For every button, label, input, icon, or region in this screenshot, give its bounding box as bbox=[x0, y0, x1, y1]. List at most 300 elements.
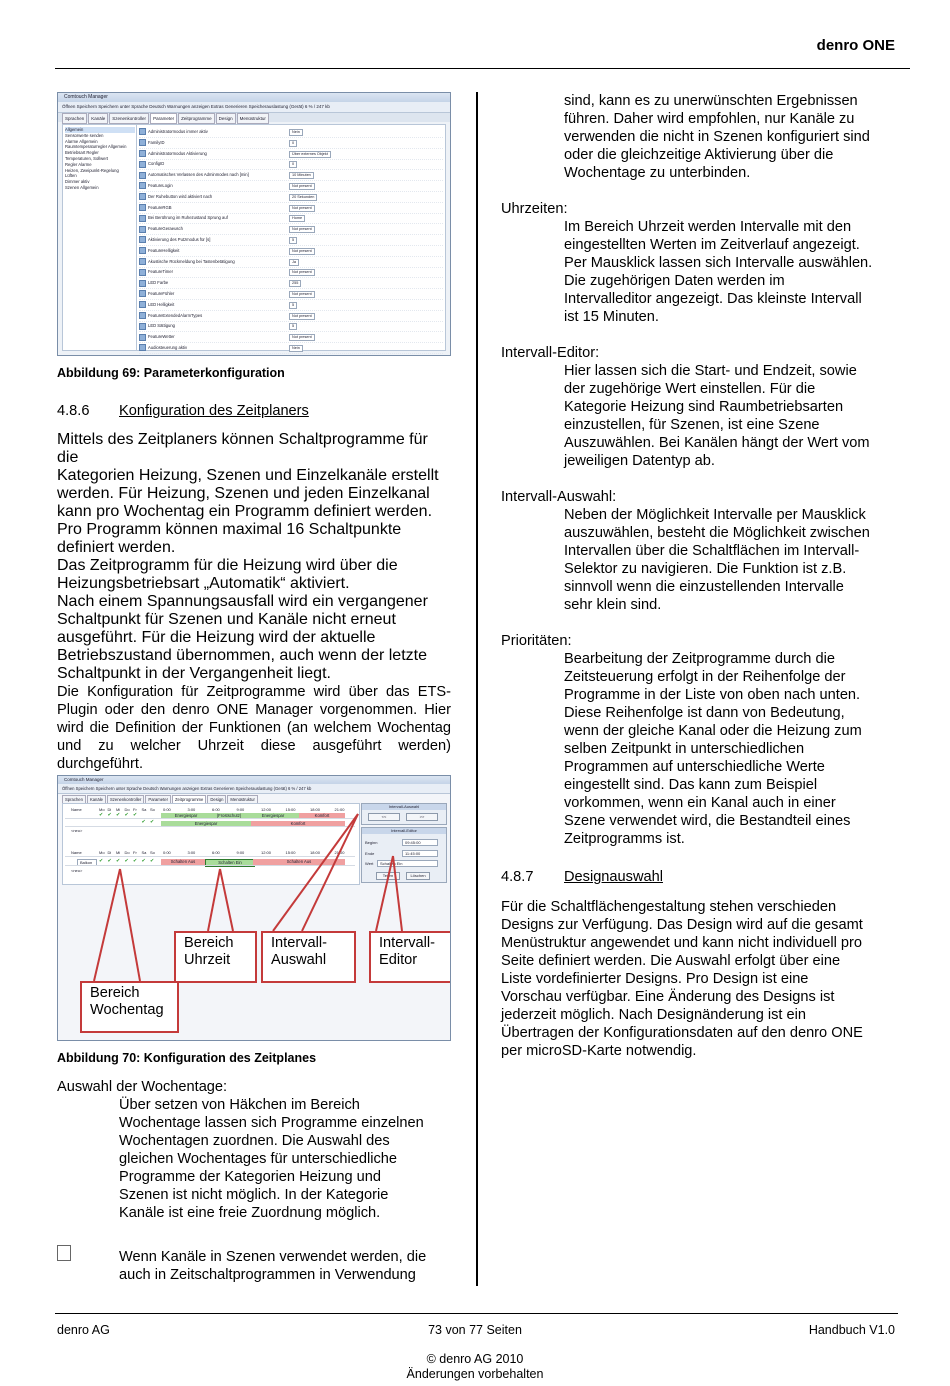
parameter-icon bbox=[139, 269, 146, 276]
parameter-icon bbox=[139, 247, 146, 254]
hour-header: 18:00 bbox=[310, 807, 321, 812]
tree-item[interactable]: Heizen, Zweipunkt-Regelung bbox=[65, 167, 119, 173]
weekday-checkmark: ✔ bbox=[107, 812, 112, 818]
parameter-value[interactable]: Not present bbox=[289, 205, 315, 212]
tree-item[interactable]: Dimmer aktiv bbox=[65, 179, 90, 185]
weekday-checkmark: ✔ bbox=[150, 819, 155, 825]
parameter-row bbox=[139, 278, 443, 289]
tree-item[interactable]: Betriebsart Regler bbox=[65, 150, 99, 156]
parameter-value[interactable]: Not present bbox=[289, 269, 315, 276]
parameter-value[interactable]: 0 bbox=[289, 161, 297, 168]
parameter-row bbox=[139, 138, 443, 149]
paragraph-line: Liste vordefinierter Designs. Pro Design ist eine bbox=[501, 971, 809, 987]
parameter-value[interactable]: 5 bbox=[289, 323, 297, 330]
arrow-select-b bbox=[302, 814, 358, 931]
footer-copyright: © denro AG 2010 bbox=[426, 1352, 524, 1366]
end-label: Ende bbox=[365, 851, 375, 856]
paragraph-line: Per Mausklick lassen sich Intervalle auswählen. bbox=[564, 255, 873, 271]
previous-interval-button[interactable]: << bbox=[368, 813, 400, 821]
parameter-icon bbox=[139, 172, 146, 179]
hour-header: 18:00 bbox=[310, 850, 321, 855]
paragraph-line: oder die gleichzeitige Aktivierung über die bbox=[564, 147, 834, 163]
paragraph-line: jeweiligen Datentyp ab. bbox=[564, 453, 715, 469]
parameter-row bbox=[139, 149, 443, 160]
weekday-checkmark: ✔ bbox=[141, 819, 146, 825]
parameter-value[interactable]: 0 bbox=[289, 140, 297, 147]
document-header-title: denro ONE bbox=[816, 37, 895, 54]
day-header: Sa bbox=[141, 807, 147, 812]
weekday-checkmark: ✔ bbox=[99, 858, 104, 864]
interval-selection-description bbox=[564, 506, 901, 614]
paragraph-line: kann pro Wochentag ein Programm definiert werden. bbox=[57, 503, 433, 520]
section-title: Konfiguration des Zeitplaners bbox=[119, 403, 309, 419]
tab-zeitprogramme[interactable]: Zeitprogramme bbox=[172, 795, 206, 805]
begin-label: Beginn bbox=[365, 840, 378, 845]
parameter-name: Der Ruhebutton wird aktiviert nach bbox=[148, 193, 213, 199]
parameter-row bbox=[139, 246, 443, 257]
paragraph-line: Hier lassen sich die Start- und Endzeit, sowie bbox=[564, 363, 857, 379]
parameter-icon bbox=[139, 344, 146, 351]
weekday-checkmark: ✔ bbox=[150, 858, 155, 864]
window-titlebar: Comtouch Manager bbox=[58, 776, 451, 784]
split-interval-button[interactable]: Teilen bbox=[376, 872, 400, 880]
parameter-row bbox=[139, 181, 443, 192]
weekday-selection-block bbox=[57, 1078, 451, 1222]
footer-manual-version: Handbuch V1.0 bbox=[808, 1323, 895, 1337]
hour-header: 12:00 bbox=[261, 850, 272, 855]
paragraph-line: Die zugehörigen Daten werden im bbox=[564, 273, 785, 289]
tree-item[interactable]: Temperaturen, Sollwert bbox=[65, 155, 109, 161]
parameter-value[interactable]: Not present bbox=[289, 226, 315, 233]
section-486-body bbox=[57, 431, 451, 773]
parameter-value[interactable]: Not present bbox=[289, 248, 315, 255]
tab-kanäle[interactable]: Kanäle bbox=[87, 795, 106, 805]
paragraph-line: per microSD-Karte notwendig. bbox=[501, 1043, 697, 1059]
paragraph-line: Menüstruktur angewendet und kann nicht individuell pro bbox=[501, 935, 863, 951]
parameter-value[interactable]: Not present bbox=[289, 291, 315, 298]
paragraph-line: Wochentagen zuordnen. Die Auswahl des bbox=[119, 1133, 390, 1149]
tab-menüstruktur[interactable]: Menüstruktur bbox=[227, 795, 257, 805]
paragraph-line: Schaltpunkt für Szenen und Kanäle nicht erneut bbox=[57, 611, 396, 628]
paragraph-line: selben Zeitpunkt in unterschiedlichen bbox=[564, 741, 805, 757]
window-toolbar: Öffnen Speichern Speichern unter Sprache Deutsch Warnungen anzeigen Extras Generieren Speicherauslastung (Gerät) 6 % / 247 kb bbox=[58, 102, 450, 113]
paragraph-line: definiert werden. bbox=[57, 539, 176, 556]
footer-note: Änderungen vorbehalten bbox=[406, 1367, 544, 1381]
weekday-checkmark: ✔ bbox=[133, 858, 138, 864]
hour-header: 21:00 bbox=[334, 807, 345, 812]
parameter-row bbox=[139, 289, 443, 300]
interval-selection-term: Intervall-Auswahl: bbox=[501, 489, 617, 505]
paragraph-line: Im Bereich Uhrzeit werden Intervalle mit den bbox=[564, 219, 852, 235]
parameter-row bbox=[139, 159, 443, 170]
parameter-name: Bei Berührung im Ruhezustand Sprung auf bbox=[148, 215, 228, 221]
hour-header: 3:00 bbox=[187, 850, 196, 855]
parameter-value[interactable]: Not present bbox=[289, 313, 315, 320]
paragraph-line: Nach einem Spannungsausfall wird ein vergangener bbox=[57, 593, 428, 610]
day-header: Mo bbox=[99, 850, 105, 855]
interval-bar-frostschutz: (Frostschutz) bbox=[211, 813, 247, 819]
uhrzeiten-description bbox=[564, 218, 901, 326]
parameter-icon bbox=[139, 258, 146, 265]
footer-rule bbox=[55, 1313, 898, 1314]
header-rule bbox=[55, 68, 910, 69]
parameter-icon bbox=[139, 280, 146, 287]
hour-header: 9:00 bbox=[236, 850, 245, 855]
paragraph-line: Intervallen über die Schaltflächen im Intervall- bbox=[564, 543, 860, 559]
parameter-icon bbox=[139, 290, 146, 297]
parameter-value[interactable]: Home bbox=[289, 215, 305, 222]
priorities-description bbox=[564, 650, 901, 848]
delete-interval-button[interactable]: Löschen bbox=[406, 872, 430, 880]
paragraph-line: Wenn Kanäle in Szenen verwendet werden, die bbox=[119, 1249, 427, 1265]
parameter-icon bbox=[139, 193, 146, 200]
hour-header: 3:00 bbox=[187, 807, 196, 812]
arrow-editor-b bbox=[393, 856, 402, 931]
section-number: 4.8.6 bbox=[57, 403, 90, 419]
parameter-name: ConfigID bbox=[148, 161, 165, 167]
note-checkbox-icon bbox=[57, 1245, 71, 1261]
hour-header: 0:00 bbox=[163, 807, 171, 812]
interval-selection-title: Intervall-Auswahl bbox=[362, 804, 446, 810]
arrow-time-a bbox=[208, 869, 220, 931]
arrow-weekday-a bbox=[94, 869, 120, 981]
tree-item[interactable]: Lüften bbox=[65, 173, 77, 179]
paragraph-line: Selektor zu navigieren. Die Funktion ist z.B. bbox=[564, 561, 847, 577]
figure-70-caption: Abbildung 70: Konfiguration des Zeitplanes bbox=[57, 1051, 317, 1065]
interval-editor-title: Intervall-Editor bbox=[362, 828, 446, 834]
interval-bar-energiespar-3: Energiespar bbox=[161, 821, 251, 827]
paragraph-line: auszuwählen, besteht die Möglichkeit zwischen bbox=[564, 525, 870, 541]
program-name-field[interactable]: Balkon bbox=[77, 859, 97, 866]
note-text bbox=[119, 1248, 459, 1284]
value-label: Wert bbox=[365, 861, 374, 866]
parameter-value[interactable]: 5 bbox=[289, 237, 297, 244]
day-header: Do bbox=[124, 850, 130, 855]
parameter-name: LED Sättigung bbox=[148, 323, 176, 329]
paragraph-line: Kategorie Heizung sind Raumbetriebsarten bbox=[564, 399, 844, 415]
paragraph-line: einzustellen, für Szenen, ist eine Szene bbox=[564, 417, 820, 433]
section-title: Designauswahl bbox=[564, 869, 663, 885]
weekday-checkmark: ✔ bbox=[99, 812, 104, 818]
parameter-name: FeatureHelligkeit bbox=[148, 247, 180, 253]
day-header: So bbox=[150, 807, 155, 812]
window-titlebar: Comtouch Manager bbox=[58, 93, 450, 102]
parameter-row bbox=[139, 170, 443, 181]
parameter-row bbox=[139, 300, 443, 311]
paragraph-line: Programme in der Liste von oben nach unten. bbox=[564, 687, 861, 703]
parameter-icon bbox=[139, 334, 146, 341]
hour-header: 6:00 bbox=[212, 850, 220, 855]
paragraph-line: gleichen Wochentages für unterschiedliche bbox=[119, 1151, 397, 1167]
tree-item[interactable]: Regler Alarme bbox=[65, 161, 92, 167]
paragraph-line: Für die Schaltflächengestaltung stehen verschieden bbox=[501, 899, 837, 915]
parameter-value[interactable]: 20 Sekunden bbox=[289, 194, 317, 201]
parameter-value[interactable]: Nein bbox=[289, 345, 303, 352]
footer-company: denro AG bbox=[57, 1323, 110, 1337]
day-header: Mi bbox=[116, 850, 121, 855]
paragraph-line: Vorschau verfügbar. Eine Änderung des Designs ist bbox=[501, 989, 835, 1005]
section-heading-487 bbox=[501, 868, 901, 886]
paragraph-line: jederzeit möglich. Nach Designänderung ist ein bbox=[501, 1007, 807, 1023]
parameter-name: FeatureRGB bbox=[148, 204, 172, 210]
paragraph-line: Über setzen von Häkchen im Bereich bbox=[119, 1097, 360, 1113]
hour-header: 6:00 bbox=[212, 807, 220, 812]
window-tabs bbox=[58, 113, 450, 122]
paragraph-line: Zeitsteuerung erfolgt in der Reihenfolge der bbox=[564, 669, 846, 685]
parameter-config-screenshot bbox=[57, 92, 451, 356]
interval-bar-komfort-2: Komfort bbox=[251, 821, 345, 827]
hour-header: 12:00 bbox=[261, 807, 272, 812]
parameter-value[interactable]: Not present bbox=[289, 183, 315, 190]
parameter-name: Administratormodus immer aktiv bbox=[148, 129, 208, 134]
parameter-name: Administratormodus Aktivierung bbox=[148, 150, 207, 156]
parameter-name: Audiosteuerung aktiv bbox=[148, 345, 188, 350]
parameter-row bbox=[139, 192, 443, 203]
parameter-row bbox=[139, 267, 443, 278]
paragraph-line: auch in Zeitschaltprogrammen in Verwendung bbox=[119, 1267, 416, 1283]
hour-header: 0:00 bbox=[163, 850, 171, 855]
parameter-icon bbox=[139, 226, 146, 233]
section-486-paragraph bbox=[57, 431, 451, 683]
paragraph-line: Neben der Möglichkeit Intervalle per Mausklick bbox=[564, 507, 866, 523]
arrow-editor-a bbox=[376, 856, 393, 931]
day-header: Di bbox=[107, 850, 112, 855]
parameter-name: FeatureLogin bbox=[148, 183, 173, 188]
day-header: Di bbox=[107, 807, 112, 812]
arrow-time-b bbox=[220, 869, 233, 931]
paragraph-line: führen. Daher wird empfohlen, nur Kanäle zu bbox=[564, 111, 855, 127]
parameter-name: FeatureFühler bbox=[148, 291, 175, 296]
tree-item[interactable]: Allgemein bbox=[65, 127, 135, 133]
window-toolbar: Öffnen Speichern Speichern unter Sprache Deutsch Warnungen anzeigen Extras Generieren Speicherauslastung (Gerät) 6 % / 247 kb bbox=[58, 784, 451, 794]
next-interval-button[interactable]: >> bbox=[406, 813, 438, 821]
tree-item[interactable]: Sensorwerte senden bbox=[65, 132, 104, 138]
day-header: Fr bbox=[133, 850, 137, 855]
paragraph-line: Seite definiert werden. Die Auswahl erfolgt über eine bbox=[501, 953, 841, 969]
tab-kanäle[interactable]: Kanäle bbox=[88, 113, 108, 124]
tab-menüstruktur[interactable]: Menüstruktur bbox=[237, 113, 269, 124]
parameter-row bbox=[139, 343, 443, 354]
tree-item[interactable]: Szenen Allgemein bbox=[65, 184, 99, 190]
parameter-row bbox=[139, 213, 443, 224]
parameter-value[interactable]: 10 Minuten bbox=[289, 172, 314, 179]
paragraph-line: vorkommen, wenn ein Kanal auch in einer bbox=[564, 795, 836, 811]
paragraph-line: eingestellten Werten im Zeitverlauf angezeigt. bbox=[564, 237, 860, 253]
paragraph-line: Programmen auf unterschiedliche Werte bbox=[564, 759, 825, 775]
paragraph-line: werden. Für Heizung, Szenen und jeden Einzelkanal bbox=[57, 485, 430, 502]
paragraph-line: wenn der gleiche Kanal oder die Heizung zum bbox=[564, 723, 862, 739]
weekday-checkmark: ✔ bbox=[141, 858, 146, 864]
day-header: Fr bbox=[133, 807, 137, 812]
weekday-checkmark: ✔ bbox=[124, 812, 129, 818]
interval-bar-schalten-ein: Schalten Ein bbox=[205, 859, 255, 867]
day-header: Sa bbox=[141, 850, 147, 855]
end-time-field[interactable]: 11:45:00 bbox=[402, 850, 438, 857]
parameter-value[interactable]: Ja bbox=[289, 259, 299, 266]
paragraph-line: eingestellt sind. Das kann zum Beispiel bbox=[564, 777, 818, 793]
paragraph-line: Diese Reihenfolge ist dann von Bedeutung, bbox=[564, 705, 845, 721]
paragraph-line: Mittels des Zeitplaners können Schaltprogramme für die bbox=[57, 431, 428, 466]
parameter-icon bbox=[139, 161, 146, 168]
new-program-row: <neu> bbox=[71, 868, 83, 873]
callout-time-area: Bereich Uhrzeit bbox=[174, 931, 257, 983]
parameter-icon bbox=[139, 236, 146, 243]
tab-sprachen[interactable]: Sprachen bbox=[62, 113, 87, 124]
begin-time-field[interactable]: 09:45:00 bbox=[402, 839, 438, 846]
parameter-value[interactable]: 255 bbox=[289, 280, 301, 287]
parameter-row bbox=[139, 203, 443, 214]
callout-interval-selection: Intervall- Auswahl bbox=[261, 931, 356, 983]
paragraph-line: Intervalleditor angezeigt. Das kleinste Intervall bbox=[564, 291, 862, 307]
tab-design[interactable]: Design bbox=[207, 795, 226, 805]
paragraph-line: Programme der Kategorien Heizung und bbox=[119, 1169, 382, 1185]
tab-sprachen[interactable]: Sprachen bbox=[62, 795, 86, 805]
column-separator bbox=[476, 92, 478, 1286]
parameter-icon bbox=[139, 301, 146, 308]
section-number: 4.8.7 bbox=[501, 869, 534, 885]
day-header: Mi bbox=[116, 807, 121, 812]
category-tree bbox=[62, 124, 138, 351]
figure-69-caption: Abbildung 69: Parameterkonfiguration bbox=[57, 366, 285, 380]
parameter-icon bbox=[139, 150, 146, 157]
section-487-description bbox=[501, 898, 901, 1060]
interval-bar-schalten-aus-2: Schalten Aus bbox=[253, 859, 345, 865]
day-header: Mo bbox=[99, 807, 105, 812]
paragraph-line: Wochentage lassen sich Programme einzelnen bbox=[119, 1115, 424, 1131]
weekday-term: Auswahl der Wochentage: bbox=[57, 1079, 228, 1095]
interval-editor-description bbox=[564, 362, 901, 470]
parameter-row bbox=[139, 321, 443, 332]
weekday-checkmark: ✔ bbox=[124, 858, 129, 864]
parameter-name: Aktivierung des Putzmodus für [s] bbox=[148, 237, 211, 242]
parameter-value[interactable]: Über externes Objekt bbox=[289, 151, 331, 158]
name-column-header: Name bbox=[71, 850, 82, 855]
parameter-icon bbox=[139, 182, 146, 189]
tab-design[interactable]: Design bbox=[216, 113, 236, 124]
hour-header: 15:00 bbox=[285, 850, 296, 855]
section-486-paragraph-2: Die Konfiguration für Zeitprogramme wird über das ETS-Plugin oder den denro ONE Manager vorgenommen. Hier wird die Definition der Funktionen (an welchem Wochentag und zu welcher Uhrzeit diese ausgeführt werden) durchgeführt. bbox=[57, 684, 451, 772]
paragraph-line: Übertragen der Konfigurationsdaten auf den denro ONE bbox=[501, 1025, 863, 1041]
paragraph-line: Kanäle ist eine freie Zuordnung möglich. bbox=[119, 1205, 381, 1221]
paragraph-line: Kategorien Heizung, Szenen und Einzelkanäle erstellt bbox=[57, 467, 439, 484]
parameter-list bbox=[136, 124, 446, 351]
interval-editor-term: Intervall-Editor: bbox=[501, 345, 600, 361]
paragraph-line: Designs zur Verfügung. Das Design wird auf die gesamt bbox=[501, 917, 863, 933]
paragraph-line: verwenden die nicht in Szenen konfiguriert sind bbox=[564, 129, 870, 145]
hour-header: 9:00 bbox=[236, 807, 245, 812]
paragraph-line: ist 15 Minuten. bbox=[564, 309, 659, 325]
paragraph-line: sehr klein sind. bbox=[564, 597, 662, 613]
arrow-weekday-b bbox=[120, 869, 140, 981]
parameter-name: FeatureExtendedAlarmTypes bbox=[148, 312, 203, 318]
weekday-checkmark: ✔ bbox=[116, 858, 121, 864]
paragraph-line: ausgeführt. Für die Heizung wird der aktuelle bbox=[57, 629, 376, 646]
tab-szenenkontroller[interactable]: Szenenkontroller bbox=[107, 795, 144, 805]
parameter-row bbox=[139, 127, 443, 138]
paragraph-line: Szenen ist nicht möglich. In der Kategorie bbox=[119, 1187, 389, 1203]
parameter-value[interactable]: Not present bbox=[289, 334, 315, 341]
callout-weekday-area: Bereich Wochentag bbox=[80, 981, 179, 1033]
tab-szenenkontroller[interactable]: Szenenkontroller bbox=[109, 113, 149, 124]
paragraph-line: Bearbeitung der Zeitprogramme durch die bbox=[564, 651, 835, 667]
note-continuation bbox=[564, 92, 901, 182]
parameter-name: FamilyID bbox=[148, 139, 165, 145]
parameter-row bbox=[139, 224, 443, 235]
parameter-value[interactable]: 5 bbox=[289, 302, 297, 309]
hour-header: 15:00 bbox=[285, 807, 296, 812]
weekday-description bbox=[119, 1096, 451, 1222]
interval-bar-energiespar: Energiespar bbox=[161, 813, 211, 819]
day-header: Do bbox=[124, 807, 130, 812]
paragraph-line: Auszuwählen. Bei Kanälen hängt der Wert vom bbox=[564, 435, 870, 451]
footer-page-number: 73 von 77 Seiten bbox=[428, 1323, 522, 1337]
uhrzeiten-term: Uhrzeiten: bbox=[501, 201, 568, 217]
parameter-name: LED Helligkeit bbox=[148, 301, 175, 307]
tree-item[interactable]: Alarme Allgemein bbox=[65, 138, 98, 144]
arrow-select-a bbox=[273, 814, 358, 931]
tree-item[interactable]: Raumtemperaturregler Allgemein bbox=[65, 144, 127, 150]
parameter-name: FeatureTimer bbox=[148, 269, 173, 275]
parameter-icon bbox=[139, 323, 146, 330]
parameter-icon bbox=[139, 312, 146, 319]
paragraph-line: Szene verwendet wird, die Bestandteil eines bbox=[564, 813, 851, 829]
paragraph-line: Betriebszustand übernommen, auch wenn der letzte bbox=[57, 647, 427, 664]
scheduler-screenshot bbox=[57, 775, 451, 1041]
parameter-name: FeatureWetter bbox=[148, 334, 175, 340]
parameter-name: Akustische Rückmeldung bei Tastenbetätigung bbox=[148, 258, 235, 264]
value-select[interactable]: Schalten Ein bbox=[377, 860, 438, 867]
paragraph-line: Pro Programm können maximal 16 Schaltpunkte bbox=[57, 521, 402, 538]
paragraph-line: Zeitprogramms ist. bbox=[564, 831, 685, 847]
parameter-row bbox=[139, 235, 443, 246]
interval-bar-komfort: Komfort bbox=[299, 813, 345, 819]
paragraph-line: der zugehörige Wert einstellen. Für die bbox=[564, 381, 816, 397]
paragraph-line: Wochentage zu unterbinden. bbox=[564, 165, 751, 181]
right-column bbox=[501, 92, 901, 1060]
parameter-name: LED Farbe bbox=[148, 280, 169, 286]
paragraph-line: Schaltpunkt in der Vergangenheit liegt. bbox=[57, 665, 331, 682]
section-heading-486 bbox=[57, 403, 309, 419]
parameter-row bbox=[139, 332, 443, 343]
paragraph-line: Heizungsbetriebsart „Automatik“ aktiviert. bbox=[57, 575, 350, 592]
interval-bar-schalten-aus: Schalten Aus bbox=[161, 859, 205, 865]
tab-parameter[interactable]: Parameter bbox=[150, 113, 177, 124]
tab-zeitprogramme[interactable]: Zeitprogramme bbox=[178, 113, 215, 124]
hour-header: 21:00 bbox=[334, 850, 345, 855]
paragraph-line: sinnvoll wenn die einzustellenden Intervalle bbox=[564, 579, 844, 595]
new-program-row: <neu> bbox=[71, 828, 83, 833]
parameter-row bbox=[139, 257, 443, 268]
parameter-name: FeatureGeraeusch bbox=[148, 226, 183, 232]
tab-parameter[interactable]: Parameter bbox=[145, 795, 171, 805]
parameter-icon bbox=[139, 215, 146, 222]
paragraph-line: Das Zeitprogramm für die Heizung wird über die bbox=[57, 557, 398, 574]
paragraph-line: sind, kann es zu unerwünschten Ergebnissen bbox=[564, 93, 858, 109]
callout-interval-editor: Intervall- Editor bbox=[369, 931, 451, 983]
parameter-name: Automatisches Verlassen des Adminmodes nach [min] bbox=[148, 172, 249, 178]
parameter-icon bbox=[139, 204, 146, 211]
priorities-term: Prioritäten: bbox=[501, 633, 572, 649]
parameter-icon bbox=[139, 128, 146, 135]
day-header: So bbox=[150, 850, 155, 855]
interval-bar-energiespar-2: Energiespar bbox=[247, 813, 299, 819]
parameter-value[interactable]: Nein bbox=[289, 129, 303, 136]
parameter-row bbox=[139, 311, 443, 322]
weekday-checkmark: ✔ bbox=[133, 812, 138, 818]
parameter-icon bbox=[139, 139, 146, 146]
weekday-checkmark: ✔ bbox=[107, 858, 112, 864]
name-column-header: Name bbox=[71, 807, 82, 812]
